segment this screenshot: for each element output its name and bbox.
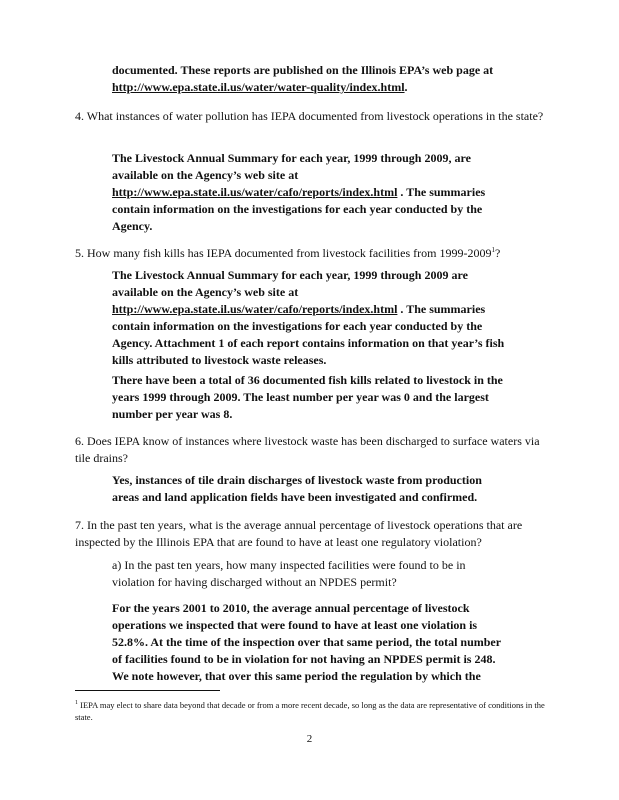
answer-4 [112,150,507,235]
question-7: 7. In the past ten years, what is the average annual percentage of livestock operations that are inspected by the Illinois EPA that are found to have at least one regulatory violation? [75,518,523,549]
question-4: 4. What instances of water pollution has IEPA documented from livestock operations in the state? [75,109,544,123]
footnote-ref[interactable]: 1 [491,246,495,254]
water-quality-link[interactable]: http://www.epa.state.il.us/water/water-quality/index.html [112,80,405,94]
answer-5a [112,267,507,369]
footnote-text: IEPA may elect to share data beyond that decade or from a more recent decade, so long as the data are representative of conditions in the state. [75,700,545,722]
answer-7: For the years 2001 to 2010, the average annual percentage of livestock operations we inspected that were found to have at least one violation is 52.8%. At the time of the inspection over that same period, the total number of facilities found to be in violation for not having an NPDES permit is 248. We note however, that over this same period the regulation by which the [112,601,501,683]
cafo-reports-link[interactable]: http://www.epa.state.il.us/water/cafo/reports/index.html [112,185,398,199]
answer-5b: There have been a total of 36 documented fish kills related to livestock in the years 1999 through 2009. The least number per year was 0 and the largest number per year was 8. [112,373,503,421]
question-7a: a) In the past ten years, how many inspected facilities were found to be in violation for having discharged without an NPDES permit? [112,558,466,589]
answer-4-text: The Livestock Annual Summary for each year, 1999 through 2009, are available on the Agency’s web site at [112,151,471,182]
footnote-divider [75,690,220,691]
answer-4-text-post: . The summaries contain information on the investigations for each year conducted by the Agency. [112,185,486,233]
continuation-text: documented. These reports are published on the Illinois EPA’s web page at [112,63,494,77]
answer-5a-text-post: . The summaries contain information on the investigations for each year conducted by the Agency. Attachment 1 of each report contains information on that year’s fish kills attributed to livestock waste releases. [112,302,505,367]
question-5-end: ? [495,246,501,260]
question-6: 6. Does IEPA know of instances where livestock waste has been discharged to surface waters via tile drains? [75,434,540,465]
question-5 [75,245,545,262]
cafo-reports-link-2[interactable]: http://www.epa.state.il.us/water/cafo/reports/index.html [112,302,398,316]
continuation-suffix: . [404,80,408,94]
page-number: 2 [306,733,313,745]
footnote-marker: 1 [75,700,78,707]
continuation-paragraph [112,62,507,96]
answer-6: Yes, instances of tile drain discharges of livestock waste from production areas and land application fields have been investigated and confirmed. [112,473,482,504]
answer-5a-text: The Livestock Annual Summary for each year, 1999 through 2009 are available on the Agency’s web site at [112,268,468,299]
question-5-text: 5. How many fish kills has IEPA documented from livestock facilities from 1999-2009 [75,246,492,260]
footnote [75,699,545,723]
